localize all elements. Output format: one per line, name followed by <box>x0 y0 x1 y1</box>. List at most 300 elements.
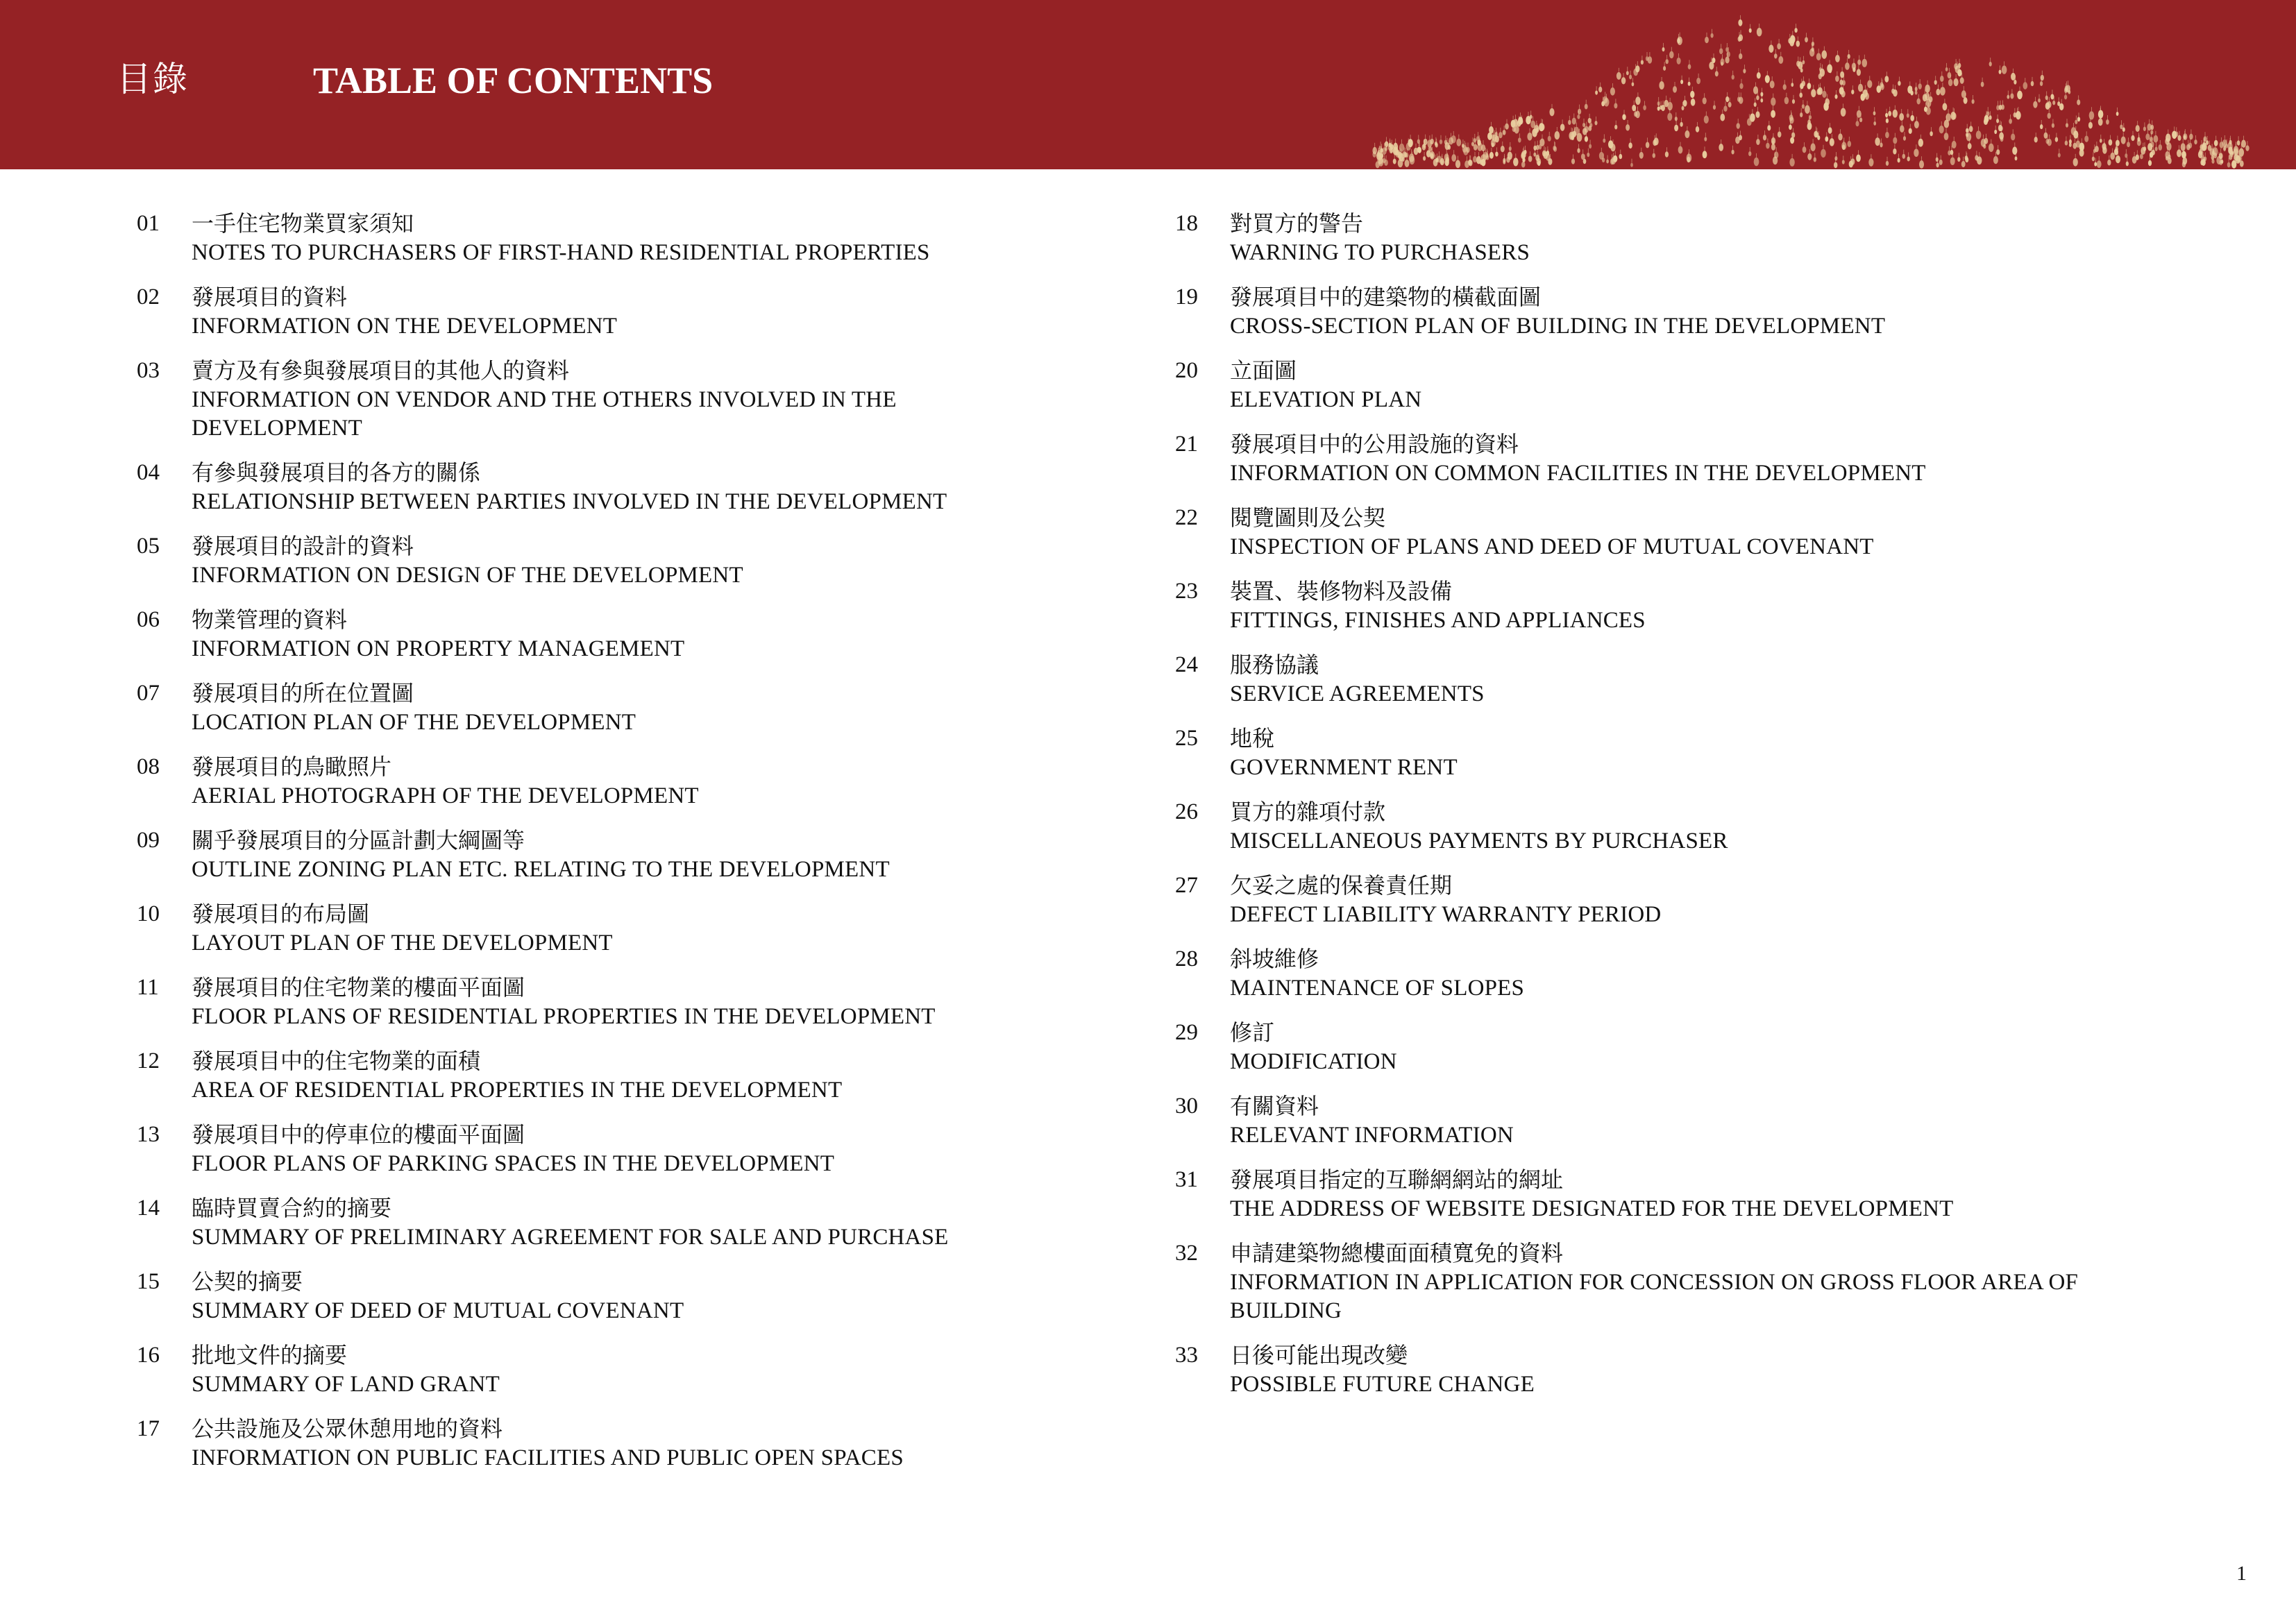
lantern-icon <box>2155 146 2158 151</box>
lantern-icon <box>1588 118 1592 124</box>
page-header <box>0 0 2296 169</box>
lantern-icon <box>1816 53 1821 60</box>
lantern-icon <box>1588 126 1592 131</box>
lantern-icon <box>2231 160 2236 169</box>
lantern-icon <box>2150 130 2153 134</box>
lantern-icon <box>1405 160 1410 167</box>
toc-entry[interactable] <box>1175 1091 2161 1150</box>
toc-entry-title-chinese: 發展項目的資料 <box>192 284 348 310</box>
lantern-icon <box>2098 118 2103 126</box>
lantern-icon <box>1754 102 1757 107</box>
lantern-icon <box>1909 128 1912 134</box>
toc-entry[interactable] <box>1175 723 2161 782</box>
lantern-icon <box>1805 105 1810 114</box>
toc-entry[interactable] <box>1175 576 2161 635</box>
lantern-icon <box>1852 67 1855 72</box>
toc-entry-title-chinese: 關乎發展項目的分區計劃大綱圖等 <box>192 827 525 853</box>
lantern-icon <box>1456 139 1461 146</box>
toc-entry-number: 23 <box>1175 579 1198 604</box>
lantern-icon <box>1893 110 1898 118</box>
toc-entry[interactable] <box>137 899 1122 958</box>
lantern-icon <box>1954 78 1959 86</box>
lantern-icon <box>1976 130 1982 139</box>
lantern-icon <box>1738 19 1742 26</box>
lantern-icon <box>1790 137 1794 144</box>
lantern-icon <box>1888 111 1891 117</box>
lantern-icon <box>1445 159 1449 166</box>
toc-entry-title-chinese: 修訂 <box>1230 1019 1275 1046</box>
lantern-icon <box>1399 144 1404 152</box>
lantern-icon <box>1760 99 1763 103</box>
lantern-icon <box>1503 160 1505 164</box>
lantern-icon <box>1534 125 1539 133</box>
lantern-icon <box>1462 144 1464 148</box>
lantern-icon <box>1646 56 1648 61</box>
lantern-icon <box>1476 136 1480 142</box>
lantern-icon <box>1835 55 1840 62</box>
lantern-icon <box>1840 71 1844 78</box>
lantern-icon <box>2079 149 2084 157</box>
lantern-icon <box>1754 158 1759 166</box>
lantern-icon <box>1533 153 1536 157</box>
lantern-icon <box>1860 94 1865 101</box>
lantern-icon <box>1753 86 1758 94</box>
toc-entry-number: 10 <box>137 901 160 926</box>
lantern-icon <box>1778 131 1782 137</box>
toc-entry[interactable] <box>1175 1238 2161 1325</box>
lantern-icon <box>2058 153 2061 157</box>
lantern-icon <box>1720 58 1724 65</box>
lantern-icon <box>1948 151 1951 155</box>
lantern-icon <box>2031 81 2034 86</box>
lantern-icon <box>1455 160 1460 169</box>
lantern-icon <box>1902 154 1906 159</box>
lantern-icon <box>2050 94 2054 99</box>
lantern-icon <box>1999 69 2002 74</box>
lantern-icon <box>1704 137 1707 141</box>
lantern-icon <box>1918 83 1922 90</box>
lantern-icon <box>1822 91 1826 98</box>
toc-entry-number: 11 <box>137 975 159 1000</box>
lantern-icon <box>2045 95 2048 100</box>
header-title-english: TABLE OF CONTENTS <box>313 60 714 101</box>
lantern-icon <box>1739 83 1743 89</box>
lantern-icon <box>1495 151 1499 156</box>
toc-entry-number: 22 <box>1175 505 1198 530</box>
lantern-icon <box>2211 159 2214 164</box>
lantern-icon <box>1614 103 1617 108</box>
lantern-icon <box>1577 133 1582 142</box>
lantern-icon <box>1769 44 1773 53</box>
lantern-icon <box>1850 158 1855 164</box>
lantern-icon <box>2186 144 2190 151</box>
lantern-icon <box>1999 105 2002 110</box>
toc-entry-number: 24 <box>1175 652 1198 677</box>
toc-entry[interactable] <box>137 1193 1122 1252</box>
lantern-icon <box>1814 158 1816 162</box>
lantern-icon <box>1688 64 1691 69</box>
lantern-icon <box>1527 133 1532 141</box>
lantern-icon <box>1739 53 1742 60</box>
toc-entry[interactable] <box>137 208 1122 267</box>
lantern-icon <box>1720 114 1725 121</box>
lantern-icon <box>1940 76 1944 82</box>
toc-entry[interactable] <box>1175 649 2161 708</box>
lantern-icon <box>1572 118 1576 125</box>
lantern-icon <box>1665 59 1668 64</box>
lantern-icon <box>1611 144 1616 151</box>
lantern-icon <box>1858 84 1863 92</box>
lantern-icon <box>1619 154 1622 160</box>
lantern-icon <box>1834 156 1837 160</box>
toc-entry[interactable] <box>1175 797 2161 856</box>
lantern-icon <box>1503 130 1506 135</box>
lantern-icon <box>1385 141 1388 147</box>
toc-entry-number: 08 <box>137 754 160 779</box>
lantern-icon <box>1774 53 1778 58</box>
lantern-icon <box>1690 91 1694 98</box>
lantern-icon <box>1582 123 1585 127</box>
lantern-icon <box>1802 104 1805 109</box>
toc-entry[interactable] <box>137 355 1122 443</box>
lantern-icon <box>1683 100 1687 107</box>
lantern-icon <box>2094 162 2097 167</box>
lantern-icon <box>1771 110 1775 118</box>
toc-entry[interactable] <box>137 282 1122 341</box>
lantern-icon <box>1930 131 1932 136</box>
lantern-icon <box>1893 148 1896 155</box>
toc-entry-number: 27 <box>1175 873 1198 898</box>
lantern-icon <box>1771 137 1775 144</box>
lantern-icon <box>1396 150 1399 155</box>
lantern-icon <box>1688 82 1691 86</box>
lantern-icon <box>2237 155 2242 162</box>
toc-column-right <box>1175 208 2161 1413</box>
lantern-icon <box>1789 124 1792 130</box>
lantern-icon <box>2121 136 2126 144</box>
toc-entry-number: 33 <box>1175 1343 1198 1368</box>
lantern-icon <box>2221 160 2224 164</box>
toc-entry-title-chinese: 臨時買賣合約的摘要 <box>192 1195 392 1221</box>
toc-entry-number: 30 <box>1175 1094 1198 1119</box>
toc-entry[interactable] <box>137 531 1122 590</box>
lantern-icon <box>2132 156 2137 164</box>
lantern-icon <box>1807 119 1811 125</box>
lantern-icon <box>1817 89 1821 95</box>
lantern-icon <box>1818 74 1822 80</box>
toc-entry[interactable] <box>1175 1340 2161 1399</box>
lantern-icon <box>2166 142 2171 151</box>
toc-entry[interactable] <box>137 825 1122 884</box>
lantern-icon <box>1403 152 1407 158</box>
toc-entry[interactable] <box>137 1413 1122 1472</box>
lantern-icon <box>1950 158 1955 165</box>
toc-entry[interactable] <box>137 1266 1122 1325</box>
lantern-icon <box>1725 47 1728 52</box>
lantern-icon <box>1463 147 1469 155</box>
lantern-icon <box>1898 158 1900 163</box>
lantern-icon <box>2073 143 2077 149</box>
lantern-icon <box>1401 157 1404 162</box>
lantern-icon <box>1756 139 1760 145</box>
lantern-icon <box>1509 146 1512 151</box>
toc-entry[interactable] <box>137 1119 1122 1178</box>
lantern-icon <box>1633 68 1638 76</box>
lantern-icon <box>1585 136 1588 142</box>
toc-entry-title-english: MISCELLANEOUS PAYMENTS BY PURCHASER <box>1230 829 1728 853</box>
toc-entry[interactable] <box>1175 502 2161 561</box>
toc-entry[interactable] <box>1175 944 2161 1003</box>
lantern-icon <box>1696 78 1700 84</box>
toc-entry[interactable] <box>137 1046 1122 1105</box>
lantern-icon <box>1646 142 1650 148</box>
lantern-icon <box>2183 133 2187 140</box>
toc-entry-title-english: FLOOR PLANS OF RESIDENTIAL PROPERTIES IN THE DEVELOPMENT <box>192 1004 936 1029</box>
lantern-icon <box>1738 36 1741 42</box>
lantern-icon <box>1972 99 1975 104</box>
lantern-icon <box>1789 158 1794 167</box>
lantern-icon <box>1798 61 1803 69</box>
lantern-icon <box>2034 137 2038 142</box>
lantern-icon <box>1505 124 1509 130</box>
lantern-icon <box>1673 86 1677 93</box>
toc-entry-title-english: INFORMATION ON PROPERTY MANAGEMENT <box>192 636 685 661</box>
lantern-icon <box>2017 91 2023 99</box>
lantern-icon <box>1940 87 1945 96</box>
lantern-icon <box>1830 138 1834 146</box>
lantern-icon <box>1952 141 1957 148</box>
lantern-icon <box>1807 153 1812 160</box>
lantern-icon <box>1835 76 1839 82</box>
lantern-icon <box>2210 148 2215 155</box>
lantern-icon <box>1657 106 1660 110</box>
lantern-icon <box>1487 133 1492 140</box>
toc-entry-title-chinese: 發展項目的設計的資料 <box>192 533 414 559</box>
lantern-icon <box>1839 80 1843 85</box>
toc-entry[interactable] <box>1175 355 2161 414</box>
lantern-icon <box>1653 153 1655 158</box>
lantern-icon <box>2092 156 2095 161</box>
lantern-icon <box>1916 99 1921 105</box>
lantern-icon <box>1969 126 1973 132</box>
toc-entry-title-english: ELEVATION PLAN <box>1230 387 1422 412</box>
lantern-icon <box>1687 153 1692 162</box>
lantern-icon <box>2241 140 2246 148</box>
toc-entry-number: 05 <box>137 534 160 559</box>
lantern-icon <box>2012 146 2017 155</box>
lantern-icon <box>1440 139 1442 144</box>
lantern-icon <box>2127 142 2130 147</box>
lantern-icon <box>1792 99 1795 104</box>
lantern-icon <box>2045 139 2049 144</box>
lantern-icon <box>1451 154 1456 162</box>
lantern-icon <box>1825 99 1830 106</box>
lantern-icon <box>2102 143 2106 150</box>
lantern-icon <box>1851 90 1854 94</box>
lantern-icon <box>1594 121 1597 126</box>
toc-entry-title-english: INFORMATION ON COMMON FACILITIES IN THE DEVELOPMENT <box>1230 461 1926 486</box>
lantern-icon <box>1610 87 1615 96</box>
lantern-icon <box>1643 105 1646 110</box>
toc-entry-title-chinese: 立面圖 <box>1230 357 1297 384</box>
lantern-icon <box>1807 83 1812 89</box>
lantern-icon <box>1449 137 1453 145</box>
lantern-icon <box>2110 153 2115 160</box>
lantern-icon <box>1737 123 1740 129</box>
lantern-icon <box>2007 95 2009 99</box>
lantern-icon <box>1936 158 1939 162</box>
lantern-icon <box>1968 143 1972 149</box>
toc-entry[interactable] <box>1175 1164 2161 1223</box>
toc-entry[interactable] <box>1175 208 2161 267</box>
lantern-icon <box>1709 62 1714 69</box>
toc-entry-title-chinese: 日後可能出現改變 <box>1230 1342 1408 1368</box>
lantern-icon <box>1907 85 1912 93</box>
lantern-icon <box>2229 154 2233 160</box>
lantern-icon <box>1621 77 1626 84</box>
lantern-icon <box>1530 114 1533 119</box>
lantern-icon <box>1611 157 1616 164</box>
toc-entry[interactable] <box>137 457 1122 516</box>
lantern-icon <box>1617 72 1621 80</box>
lantern-icon <box>1859 117 1862 122</box>
toc-entry[interactable] <box>137 972 1122 1031</box>
lantern-icon <box>2048 112 2051 119</box>
lantern-icon <box>1880 82 1883 87</box>
toc-entry[interactable] <box>137 678 1122 737</box>
lantern-icon <box>1966 133 1968 137</box>
toc-entry-number: 32 <box>1175 1241 1198 1266</box>
toc-entry-title-chinese: 發展項目中的建築物的橫截面圖 <box>1230 284 1542 310</box>
lantern-icon <box>1677 58 1681 65</box>
lantern-icon <box>1910 115 1914 121</box>
lantern-icon <box>1626 71 1629 75</box>
lantern-icon <box>1704 115 1709 124</box>
lantern-icon <box>2220 142 2224 148</box>
toc-entry-number: 20 <box>1175 358 1198 383</box>
lantern-icon <box>2234 148 2238 155</box>
toc-entry-number: 29 <box>1175 1020 1198 1045</box>
lantern-icon <box>1589 144 1592 149</box>
lantern-icon <box>2015 156 2018 160</box>
lantern-icon <box>1965 157 1968 162</box>
lantern-icon <box>1812 47 1814 51</box>
page-number: 1 <box>2236 1562 2247 1585</box>
lantern-icon <box>1380 153 1383 158</box>
lantern-icon <box>1873 121 1876 126</box>
lantern-icon <box>1641 60 1644 65</box>
toc-entry-title-chinese: 賣方及有參與發展項目的其他人的資料 <box>192 357 570 384</box>
lantern-icon <box>2145 133 2150 140</box>
lantern-icon <box>2075 119 2077 124</box>
lantern-icon <box>1481 144 1485 151</box>
lantern-icon <box>1993 156 1998 164</box>
lantern-icon <box>1630 163 1633 167</box>
lantern-icon <box>1893 137 1897 144</box>
lantern-icon <box>1537 158 1542 166</box>
lantern-icon <box>1393 159 1396 164</box>
lantern-icon <box>2198 151 2203 158</box>
toc-entry[interactable] <box>1175 429 2161 488</box>
toc-entry-title-chinese: 物業管理的資料 <box>192 606 348 633</box>
lantern-icon <box>1499 132 1503 138</box>
toc-entry[interactable] <box>1175 1017 2161 1076</box>
lantern-icon <box>2237 140 2240 146</box>
toc-entry-title-chinese: 欠妥之處的保養責任期 <box>1230 872 1453 899</box>
lantern-icon <box>2014 80 2016 85</box>
toc-entry[interactable] <box>137 1340 1122 1399</box>
lantern-icon <box>1977 156 1982 164</box>
lantern-icon <box>1934 80 1937 85</box>
lantern-icon <box>1632 82 1635 86</box>
lantern-icon <box>2150 152 2153 158</box>
lantern-icon <box>2097 160 2102 168</box>
lantern-icon <box>1918 139 1923 147</box>
lantern-icon <box>2189 134 2193 140</box>
lantern-icon <box>2227 162 2231 168</box>
lantern-icon <box>1827 64 1832 72</box>
lantern-icon <box>1703 97 1707 104</box>
toc-entry-title-english: LOCATION PLAN OF THE DEVELOPMENT <box>192 710 636 735</box>
lantern-icon <box>1841 90 1845 97</box>
lantern-icon <box>2089 111 2095 119</box>
lantern-icon <box>1409 153 1415 162</box>
lantern-icon <box>2100 139 2102 143</box>
toc-entry[interactable] <box>1175 870 2161 929</box>
lantern-icon <box>2098 110 2104 119</box>
lantern-icon <box>1662 47 1665 51</box>
toc-entry[interactable] <box>1175 282 2161 341</box>
lantern-icon <box>1728 102 1732 108</box>
lantern-icon <box>1680 80 1683 84</box>
lantern-icon <box>1778 56 1783 64</box>
lantern-icon <box>1880 142 1882 147</box>
lantern-icon <box>1996 119 1999 123</box>
toc-entry[interactable] <box>137 604 1122 663</box>
lantern-icon <box>1819 67 1822 71</box>
toc-entry[interactable] <box>137 751 1122 810</box>
lantern-icon <box>2136 125 2140 132</box>
lantern-icon <box>2011 133 2015 140</box>
lantern-icon <box>1856 154 1861 162</box>
lantern-icon <box>2069 143 2072 147</box>
lantern-icon <box>1603 138 1605 142</box>
toc-entry-title-english: MAINTENANCE OF SLOPES <box>1230 976 1525 1001</box>
toc-entry-title-chinese: 發展項目的住宅物業的樓面平面圖 <box>192 974 525 1001</box>
lantern-icon <box>1598 87 1602 92</box>
lantern-icon <box>1875 137 1880 146</box>
lantern-icon <box>2109 139 2113 146</box>
lantern-icon <box>1426 150 1430 157</box>
lantern-icon <box>2093 148 2096 153</box>
lantern-icon <box>1639 152 1644 159</box>
toc-entry-number: 25 <box>1175 726 1198 751</box>
header-title-chinese: 目錄 <box>117 59 189 99</box>
lantern-icon <box>1445 142 1450 150</box>
toc-entry-title-chinese: 批地文件的摘要 <box>192 1342 348 1368</box>
lantern-icon <box>1473 156 1477 163</box>
lantern-icon <box>2182 161 2186 167</box>
lantern-icon <box>1682 106 1685 110</box>
toc-entry-title-chinese: 裝置、裝修物料及設備 <box>1230 578 1453 604</box>
lantern-icon <box>1757 72 1761 79</box>
lantern-icon <box>2116 155 2120 163</box>
lantern-icon <box>1587 153 1589 157</box>
lantern-icon <box>2107 160 2111 166</box>
lantern-icon <box>2147 143 2152 151</box>
lantern-icon <box>1767 125 1771 130</box>
lantern-icon <box>2106 119 2109 125</box>
